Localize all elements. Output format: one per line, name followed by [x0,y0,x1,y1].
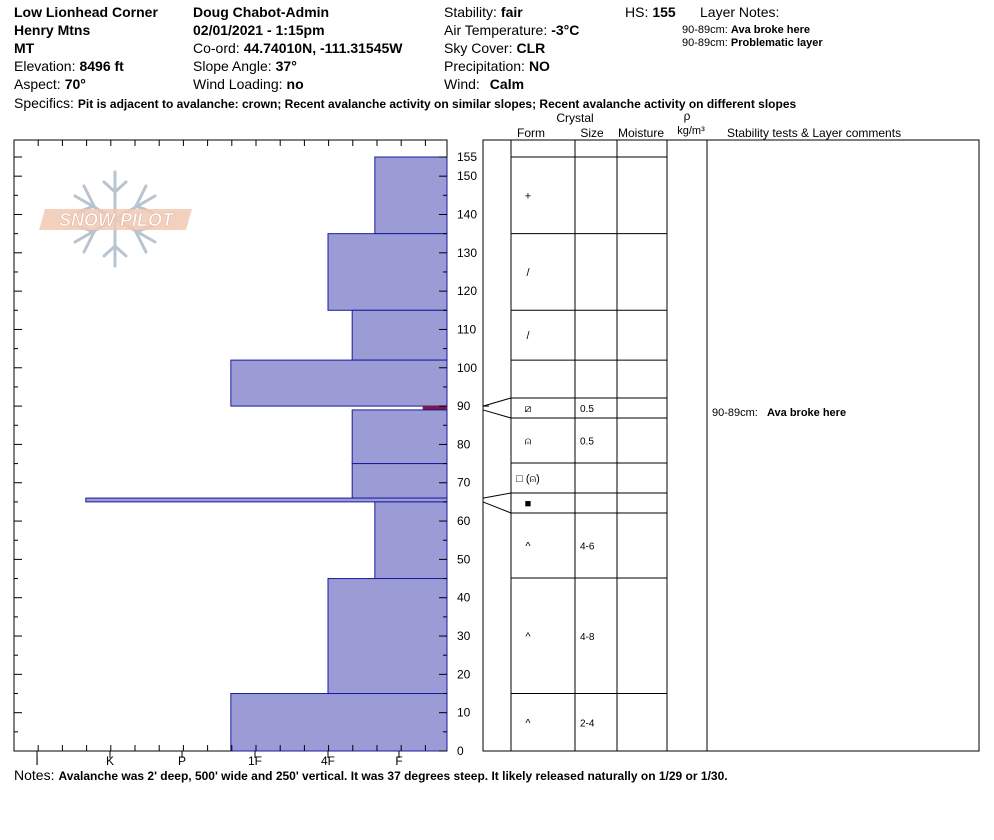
air-temp-value: -3°C [551,22,580,38]
layer-note-range: 90-89cm: [682,37,728,49]
layer-connector [483,502,511,513]
grain-form-symbol: □ (⍝) [516,473,540,485]
grain-form-symbol: / [526,266,530,279]
layer-connector [483,410,511,418]
notes-text: Avalanche was 2' deep, 500' wide and 250' vertical. It was 37 degrees steep. It likely released naturally on 1/29 or 1/30. [58,769,728,783]
logo-text: SNOW PILOT [59,210,173,230]
layer-note-range: 90-89cm: [682,24,728,36]
aspect-label: Aspect: [14,76,61,92]
hardness-label: I [35,754,39,768]
grain-form-symbol: ⍝ [524,435,532,448]
mountain-range: Henry Mtns [14,22,91,38]
header-crystal: Crystal [556,111,594,125]
header-rho: ρ [683,109,691,123]
slope-label: Slope Angle: [193,58,272,74]
location-name: Low Lionhead Corner [14,4,158,20]
grain-form-symbol: ⧄ [524,403,532,415]
grain-size: 0.5 [580,436,594,448]
height-tick-label: 60 [457,514,471,529]
height-tick-label: 30 [457,629,471,644]
table-column-dividers [511,140,707,751]
state: MT [14,40,35,56]
layer-connector [483,398,511,406]
hardness-layer-bar [352,310,447,360]
height-tick-label: 90 [457,399,471,414]
height-tick-label: 155 [457,150,478,164]
sky-cover-label: Sky Cover: [444,40,513,56]
wind-label: Wind: [444,76,480,92]
observer: Doug Chabot-Admin [193,4,330,20]
height-tick-label: 150 [457,169,478,184]
layer-note-text: Ava broke here [730,24,810,36]
grain-form-symbol: ■ [524,498,532,510]
hardness-label: 1F [247,754,263,768]
header-moisture: Moisture [617,126,665,140]
hardness-label: 4F [320,754,336,768]
hardness-layer-bar [375,157,447,234]
coord-label: Co-ord: [193,40,240,56]
height-tick-label: 130 [457,245,478,260]
height-tick-label: 40 [457,590,471,605]
height-tick-label: 50 [457,552,471,567]
critical-layer-bar [423,406,447,410]
elevation-label: Elevation: [14,58,76,74]
hardness-layer-bar [375,502,447,579]
stability-value: fair [500,4,523,20]
coord-value: 44.74010N, -111.31545W [243,40,403,56]
header-size: Size [580,126,604,140]
wind-loading-value: no [286,76,304,92]
grain-form-symbol: ^ [525,717,531,730]
hs-label: HS: [625,4,649,20]
layer-table-rows [483,157,846,751]
hardness-layer-bar [86,498,447,502]
height-tick-label: 120 [457,284,478,299]
grain-size: 4-6 [580,541,595,553]
specifics-label: Specifics: [14,95,74,111]
specifics-text: Pit is adjacent to avalanche: crown; Recent avalanche activity on similar slopes; Recent avalanche activity on different slopes [77,97,797,111]
wind-loading-label: Wind Loading: [193,76,283,92]
hardness-label: F [395,754,403,768]
hardness-label: P [177,754,187,768]
snowpilot-logo [39,172,192,266]
hs-value: 155 [652,4,676,20]
height-tick-label: 0 [457,744,464,758]
hardness-label: K [105,754,115,768]
height-tick-label: 140 [457,207,478,222]
height-tick-label: 110 [457,322,477,337]
sky-cover-value: CLR [516,40,546,56]
layer-comment-text: Ava broke here [767,407,847,419]
height-tick-label: 80 [457,437,471,452]
hardness-layer-bar [231,360,447,406]
grain-size: 0.5 [580,404,594,415]
header-stability-tests: Stability tests & Layer comments [727,126,902,140]
wind-value: Calm [489,76,525,92]
hardness-layer-bar [231,694,447,751]
grain-form-symbol: ^ [525,631,531,644]
slope-value: 37° [275,58,297,74]
height-tick-label: 20 [457,667,471,682]
layer-table-frame [483,140,979,751]
elevation-value: 8496 ft [79,58,124,74]
layer-notes-title: Layer Notes: [700,4,780,20]
hardness-layer-bar [352,410,447,464]
height-tick-label: 100 [457,360,478,375]
hardness-layer-bar [328,579,447,694]
hardness-layer-bar [352,464,447,498]
precip-value: NO [528,58,550,74]
grain-size: 2-4 [580,718,595,730]
notes-label: Notes: [14,767,55,783]
datetime: 02/01/2021 - 1:15pm [193,22,325,38]
hardness-layer-bar [328,234,447,311]
stability-label: Stability: [444,4,497,20]
grain-form-symbol: ^ [525,540,531,553]
header-form: Form [517,126,545,140]
layer-comment-range: 90-89cm: [712,407,758,419]
hardness-layers [86,157,447,751]
precip-label: Precipitation: [444,58,525,74]
grain-form-symbol: + [524,190,532,203]
aspect-value: 70° [64,76,86,92]
grain-size: 4-8 [580,632,595,644]
air-temp-label: Air Temperature: [444,22,548,38]
layer-connector [483,493,511,498]
grain-form-symbol: / [526,330,530,343]
layer-note-text: Problematic layer [730,37,823,49]
height-tick-label: 10 [457,705,471,720]
header-density-unit: kg/m³ [677,125,705,137]
notes-row [14,767,728,783]
height-tick-label: 70 [457,475,471,490]
